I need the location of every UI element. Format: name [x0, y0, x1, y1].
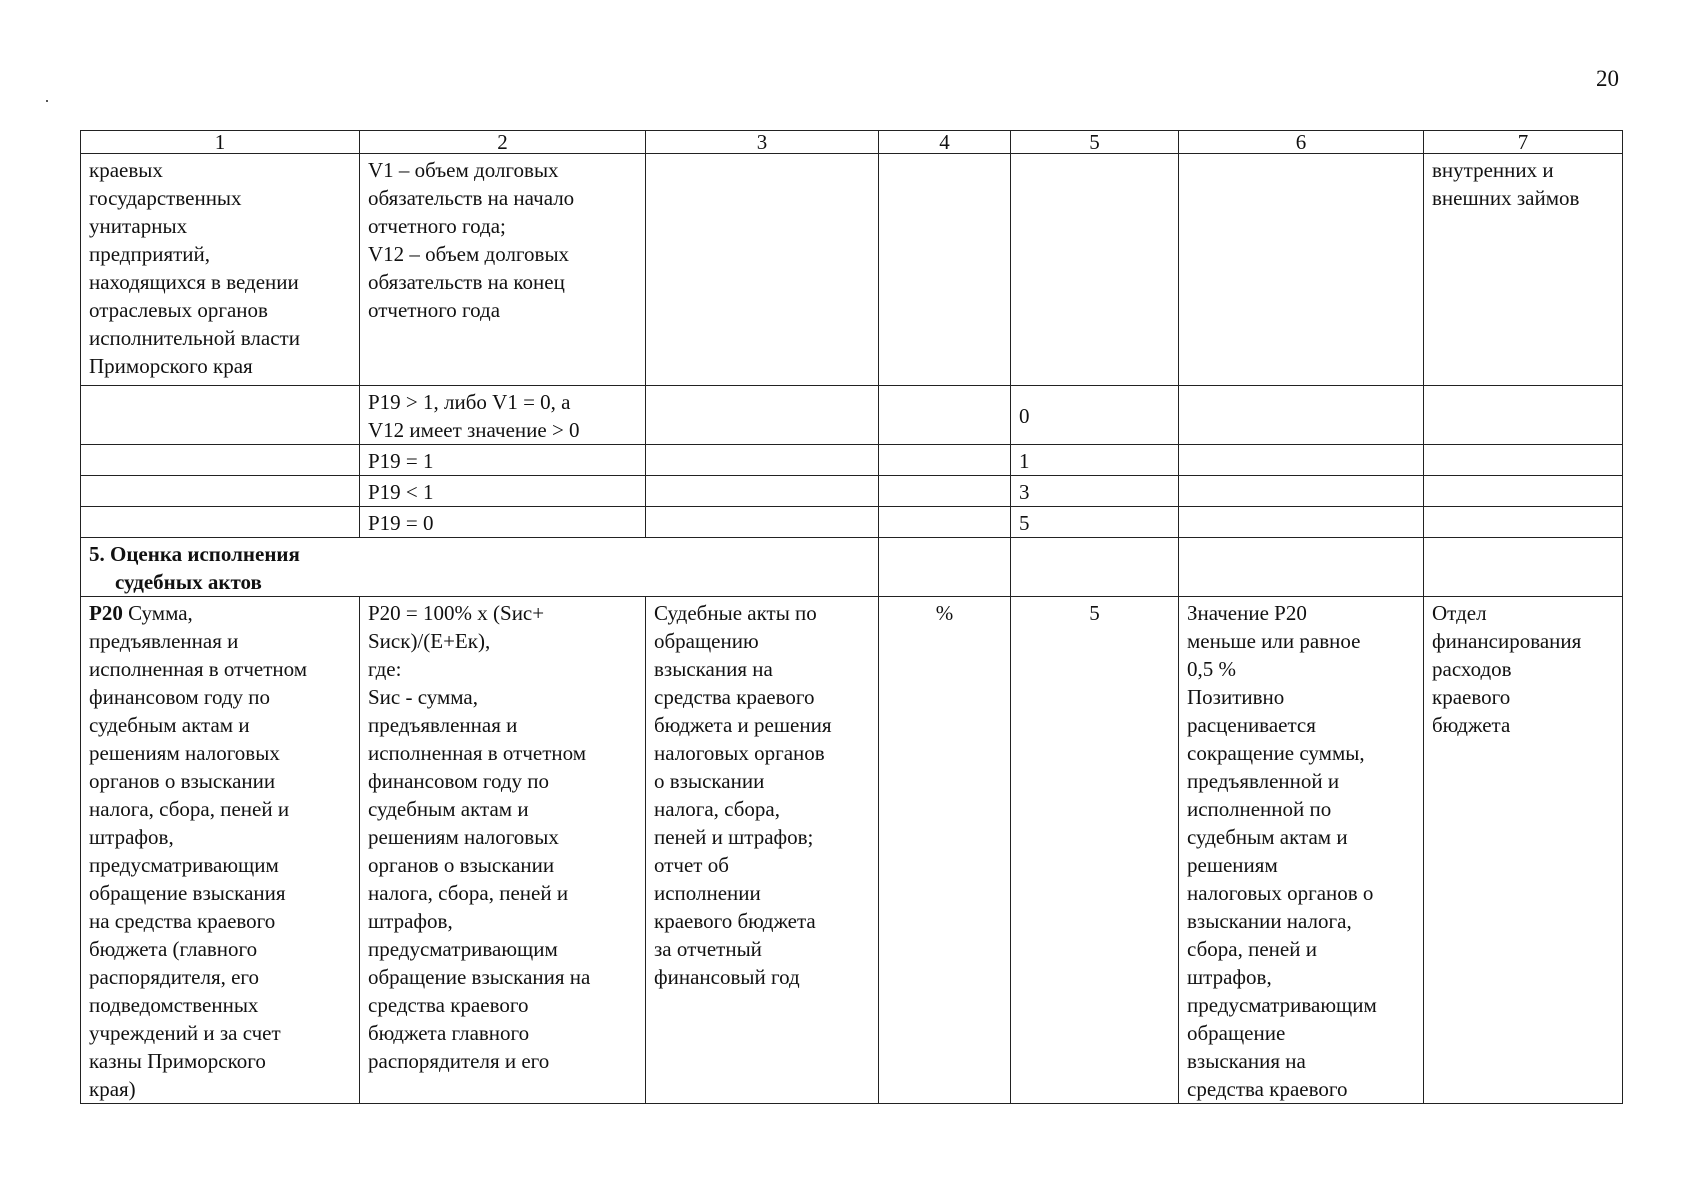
col-header-7: 7 — [1424, 131, 1623, 154]
table-row — [81, 154, 1623, 386]
cell-condition: P19 > 1, либо V1 = 0, а V12 имеет значение > 0 — [360, 386, 646, 445]
col-header-2: 2 — [360, 131, 646, 154]
cell-empty — [646, 154, 879, 386]
cell-empty — [1179, 154, 1424, 386]
col-header-4: 4 — [879, 131, 1011, 154]
cell-responsible-continued: внутренних и внешних займов — [1424, 154, 1623, 386]
page-number: 20 — [1596, 66, 1619, 91]
cell-unit-p20: % — [879, 597, 1011, 1104]
cell-indicator-p20: Р20 Сумма, предъявленная и исполненная в отчетном финансовом году по судебным актам и решениям налоговых органов о взыскании налога, сбора, пеней и штрафов, предусматривающим обращение взыскания на средства краевого бюджета (главного распорядителя, его подведомственных учреждений и за счет казны Приморского края) — [81, 597, 360, 1104]
table-row — [81, 507, 1623, 538]
column-number-row — [81, 131, 1623, 154]
cell-score: 1 — [1011, 445, 1179, 476]
table-row — [81, 476, 1623, 507]
indicator-table — [80, 130, 1623, 1104]
cell-condition: P19 = 1 — [360, 445, 646, 476]
col-header-5: 5 — [1011, 131, 1179, 154]
section-row — [81, 538, 1623, 597]
section-title: 5. Оценка исполнения судебных актов — [81, 538, 879, 597]
col-header-3: 3 — [646, 131, 879, 154]
table-row — [81, 597, 1623, 1104]
cell-weight-p20: 5 — [1011, 597, 1179, 1104]
table-row — [81, 445, 1623, 476]
cell-score: 5 — [1011, 507, 1179, 538]
indicator-code: Р20 — [89, 601, 123, 625]
cell-condition: P19 < 1 — [360, 476, 646, 507]
cell-indicator-continued: краевых государственных унитарных предприятий, находящихся в ведении отраслевых органов исполнительной власти Приморского края — [81, 154, 360, 386]
table-row — [81, 386, 1623, 445]
cell-formula-continued: V1 – объем долговых обязательств на начало отчетного года; V12 – объем долговых обязательств на конец отчетного года — [360, 154, 646, 386]
cell-empty — [879, 154, 1011, 386]
cell-source-p20: Судебные акты по обращению взыскания на средства краевого бюджета и решения налоговых органов о взыскании налога, сбора, пеней и штрафов; отчет об исполнении краевого бюджета за отчетный финансовый год — [646, 597, 879, 1104]
cell-score: 0 — [1011, 386, 1179, 445]
cell-responsible-p20: Отдел финансирования расходов краевого бюджета — [1424, 597, 1623, 1104]
col-header-6: 6 — [1179, 131, 1424, 154]
cell-empty — [1011, 154, 1179, 386]
stray-mark — [46, 100, 48, 102]
col-header-1: 1 — [81, 131, 360, 154]
cell-comment-p20: Значение Р20 меньше или равное 0,5 % Позитивно расценивается сокращение суммы, предъявленной и исполненной по судебным актам и решениям налоговых органов о взыскании налога, сбора, пеней и штрафов, предусматривающим обращение взыскания на средства краевого — [1179, 597, 1424, 1104]
cell-score: 3 — [1011, 476, 1179, 507]
cell-condition: P19 = 0 — [360, 507, 646, 538]
cell-formula-p20: Р20 = 100% х (Sис+ Sиск)/(Е+Ек), где: Sис - сумма, предъявленная и исполненная в отчетном финансовом году по судебным актам и решениям налоговых органов о взыскании налога, сбора, пеней и штрафов, предусматривающим обращение взыскания на средства краевого бюджета главного распорядителя и его — [360, 597, 646, 1104]
